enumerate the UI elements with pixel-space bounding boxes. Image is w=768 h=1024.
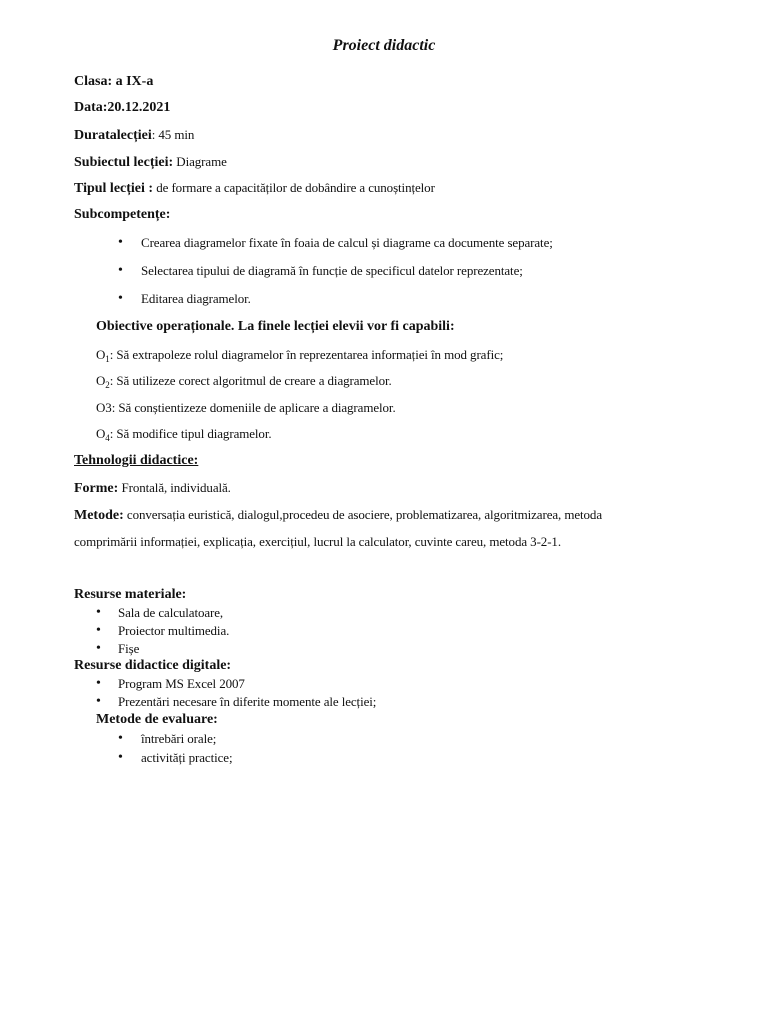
subcompetences-heading [74,206,170,224]
lesson-type-value: de formare a capacităților de dobândire a cunoștințelor [153,180,435,195]
lesson-type-label: Tipul lecției : [74,181,154,196]
bullet-icon: • [118,291,123,306]
methods-label: Metode: [74,508,124,523]
objectives-heading [96,318,455,336]
bullet-icon: • [118,263,123,278]
subcompetence-item: Selectarea tipului de diagramă în funcție de specificul datelor reprezentate; [141,263,523,278]
subject-line [74,153,227,172]
digital-resource-item: Program MS Excel 2007 [118,676,245,691]
objective-subscript: 2 [105,380,110,390]
bullet-icon: • [96,676,101,691]
class-label: Clasa: a IX-a [74,74,154,89]
objective-code: O [96,373,106,388]
bullet-icon: • [96,623,101,638]
technologies-heading-text: Tehnologii didactice: [74,453,199,468]
subcompetence-item: Editarea diagramelor. [141,291,251,306]
material-resource-item: Sala de calculatoare, [118,605,224,620]
bullet-icon: • [118,731,123,746]
subcompetences-heading-text: Subcompetențe: [74,207,171,222]
subcompetence-item: Crearea diagramelor fixate în foaia de calcul și diagrame ca documente separate; [141,235,553,250]
technologies-heading [74,452,198,470]
objective-subscript: 4 [105,433,110,443]
bullet-icon: • [118,750,123,765]
objective-item [96,346,503,365]
subject-label: Subiectul lecției: [74,155,174,170]
evaluation-heading-text: Metode de evaluare: [96,712,218,727]
objectives-heading-text: Obiective operaționale. La finele lecției elevii vor fi capabili: [96,319,455,334]
date-line [74,99,170,117]
lesson-type-line [74,179,435,198]
material-resources-heading [74,586,186,604]
bullet-icon: • [96,641,101,656]
methods-line [74,506,602,525]
page-title: Proiect didactic [332,37,436,54]
objective-text: : Să utilizeze corect algoritmul de creare a diagramelor. [109,373,392,388]
subject-value: Diagrame [173,154,227,169]
material-resource-item: Fișe [118,641,140,656]
digital-resource-item: Prezentări necesare în diferite momente ale lecției; [118,694,377,709]
bullet-icon: • [96,605,101,620]
forms-value: Frontală, individuală. [118,480,231,495]
bullet-icon: • [96,694,101,709]
objective-text: : Să extrapoleze rolul diagramelor în reprezentarea informației în mod grafic; [109,347,504,362]
bullet-icon: • [118,235,123,250]
objective-code: O [96,426,106,441]
objective-code: O [96,347,106,362]
objective-item [96,425,272,444]
objective-item [96,372,392,391]
duration-label: Duratalecției [74,128,152,143]
objective-subscript: 1 [105,354,110,364]
evaluation-item: întrebări orale; [141,731,217,746]
objective-text: : Să modifice tipul diagramelor. [109,426,272,441]
evaluation-item: activități practice; [141,750,233,765]
methods-line-continued: comprimării informației, explicația, exercițiul, lucrul la calculator, cuvinte careu, metoda 3-2-1. [74,534,561,549]
date-label: Data:20.12.2021 [74,100,171,115]
forms-line [74,479,231,498]
digital-resources-heading-text: Resurse didactice digitale: [74,658,232,673]
methods-value: conversația euristică, dialogul,procedeu de asociere, problematizarea, algoritmizarea, metoda [123,507,602,522]
duration-line [74,126,194,145]
material-resource-item: Proiector multimedia. [118,623,230,638]
duration-value: : 45 min [151,127,195,142]
objective-item [96,399,396,418]
class-line [74,73,153,91]
forms-label: Forme: [74,481,119,496]
objective-code: O3 [96,400,112,415]
evaluation-heading [96,711,218,729]
digital-resources-heading [74,657,231,675]
material-resources-heading-text: Resurse materiale: [74,587,187,602]
objective-text: : Să conștientizeze domeniile de aplicare a diagramelor. [111,400,396,415]
